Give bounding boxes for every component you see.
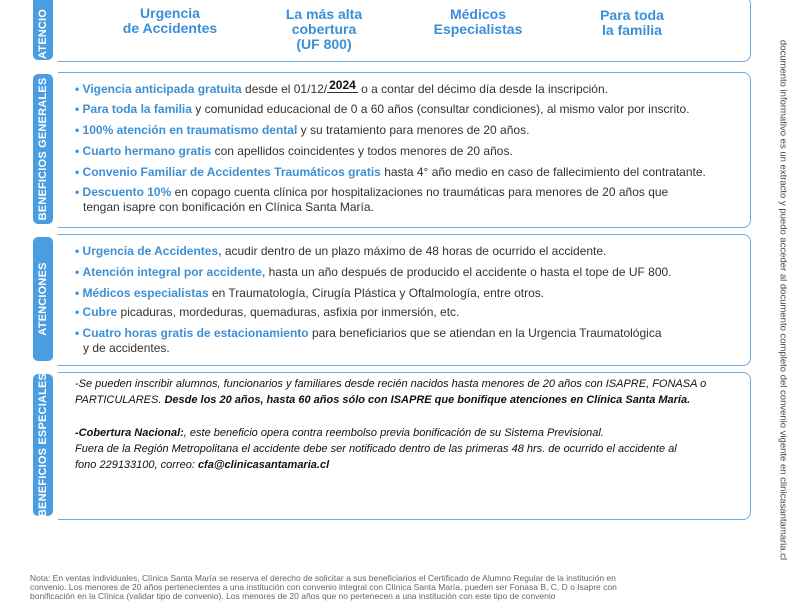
bullet: • xyxy=(75,102,80,116)
tab-beneficios-especiales xyxy=(33,374,53,516)
email-link[interactable]: cfa@clinicasantamaria.cl xyxy=(197,459,330,471)
tab-atenciones-label: ATENCIONES xyxy=(37,262,49,336)
beneficio-row-hermano: • Cuarto hermano gratis con apellidos coincidentes y todos menores de 20 años. xyxy=(75,144,513,158)
bullet: • xyxy=(75,244,80,258)
year-handwritten: 2024 xyxy=(329,78,356,92)
atencion-row-cubre: • Cubre picaduras, mordeduras, quemaduras, asfixia por inmersión, etc. xyxy=(75,305,460,319)
bullet: • xyxy=(75,165,80,179)
footer-note-l2: convenio. Los menores de 20 años pertenecientes a una institución con convenio integral con Clínica Santa María, pueden ser Fonasa B, C, D o Isapre con xyxy=(30,582,617,592)
header-urgencia: Urgencia de Accidentes xyxy=(122,5,218,36)
bullet: • xyxy=(75,326,80,340)
beneficio-row-descuento: • Descuento 10% en copago cuenta clínica por hospitalizaciones no traumáticas para menores de 20 años que xyxy=(75,185,669,199)
atencion-row-urgencia: • Urgencia de Accidentes, acudir dentro de un plazo máximo de 48 horas de ocurrido el accidente. xyxy=(75,244,607,258)
beneficio-row-dental: • 100% atención en traumatismo dental y su tratamiento para menores de 20 años. xyxy=(75,123,530,137)
bullet: • xyxy=(75,265,80,279)
beneficio-row-descuento-cont: tengan isapre con bonificación en Clínica Santa María. xyxy=(83,200,374,214)
atencion-row-estacionamiento-cont: y de accidentes. xyxy=(83,341,170,355)
atencion-row-medicos: • Médicos especialistas en Traumatología, Cirugía Plástica y Oftalmología, entre otros. xyxy=(75,286,545,300)
bullet: • xyxy=(75,286,80,300)
tab-beneficios-generales-label: BENEFICIOS GENERALES xyxy=(37,77,49,221)
footer-note-l3: bonificación en la Clínica (validar tipo de convenio). Los menores de 20 años que no pertenecen a una institución con este tipo de convenio xyxy=(30,591,556,601)
bullet: • xyxy=(75,82,80,96)
especiales-p2-l3: fono 229133100, correo: cfa@clinicasantamaria.cl xyxy=(75,459,330,471)
bullet: • xyxy=(75,123,80,137)
header-medicos: Médicos Especialistas xyxy=(433,6,523,37)
bullet: • xyxy=(75,144,80,158)
tab-beneficios-generales xyxy=(33,74,53,224)
beneficio-row-vigencia: • Vigencia anticipada gratuita desde el 01/12/ 2024 o a contar del décimo día desde la inscripción. xyxy=(75,78,608,96)
header-familia: Para toda la familia xyxy=(600,7,664,38)
tab-atenciones-top-label: ATENCIO xyxy=(37,8,49,60)
especiales-p1-l2: PARTICULARES. Desde los 20 años, hasta 60 años sólo con ISAPRE que bonifique atenciones en Clínica Santa María. xyxy=(75,394,691,406)
especiales-p1-l1: -Se pueden inscribir alumnos, funcionarios y familiares desde recién nacidos hasta menores de 20 años con ISAPRE, FONASA o xyxy=(75,378,707,390)
tab-atenciones xyxy=(33,237,53,361)
atencion-row-integral: • Atención integral por accidente, hasta un año después de producido el accidente o hasta el tope de UF 800. xyxy=(75,265,672,279)
beneficio-row-familia: • Para toda la familia y comunidad educacional de 0 a 60 años (consultar condiciones), al mismo valor por inscrito. xyxy=(75,102,690,116)
especiales-p2-l1: -Cobertura Nacional:, este beneficio opera contra reembolso previa bonificación de su Sistema Previsional. xyxy=(75,427,604,439)
side-disclaimer-text: documento informativo es un extracto y puedo acceder al documento completo del convenio vigente en clinicasantamaria.cl xyxy=(777,39,789,561)
bullet: • xyxy=(75,185,80,199)
tab-beneficios-especiales-label: BENEFICIOS ESPECIALES xyxy=(37,372,49,518)
footer-note-l1: Nota: En ventas individuales, Clínica Santa María se reserva el derecho de solicitar a sus beneficiarios el Certificado de Alumno Regular de la institución en xyxy=(30,573,616,583)
especiales-p2-l2: Fuera de la Región Metropolitana el accidente debe ser notificado dentro de las primeras 48 hrs. de ocurrido el accidente al xyxy=(75,443,677,455)
atencion-row-estacionamiento: • Cuatro horas gratis de estacionamiento para beneficiarios que se atiendan en la Urgencia Traumatológica xyxy=(75,326,662,340)
tab-atenciones-top xyxy=(33,0,53,60)
bullet: • xyxy=(75,305,80,319)
beneficio-row-convenio: • Convenio Familiar de Accidentes Traumáticos gratis hasta 4° año medio en caso de fallecimiento del contratante. xyxy=(75,165,706,179)
header-cobertura: La más alta cobertura (UF 800) xyxy=(285,6,363,52)
